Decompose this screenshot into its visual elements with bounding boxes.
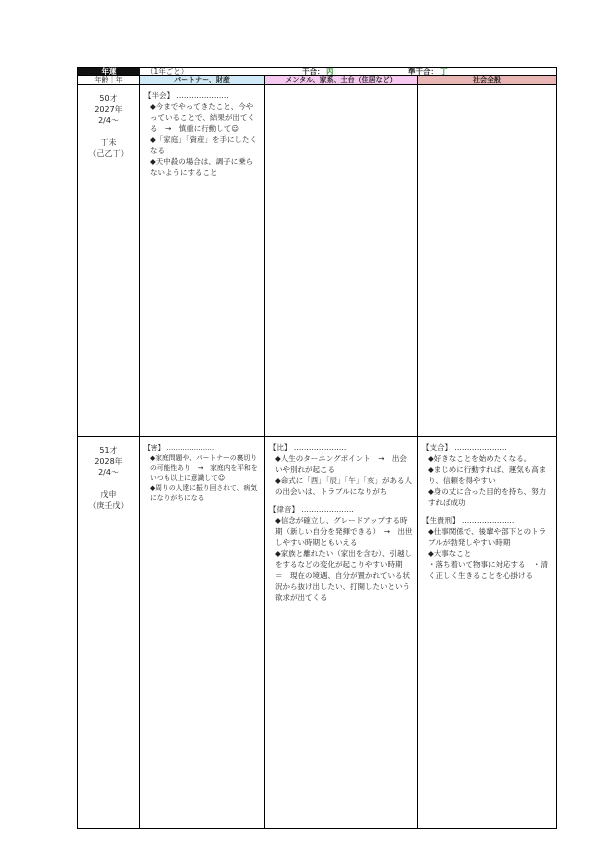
section-item: ◆信念が確立し、グレードアップする時期（新しい自分を発揮できる） → 出世しやすい時期ともいえる — [275, 516, 413, 547]
section-item: ◆身の丈に合った目的を持ち、努力すれば成功 — [428, 487, 547, 507]
kanshi: 丁未 — [100, 138, 117, 147]
section — [269, 443, 413, 497]
year: 2027年 — [94, 105, 123, 114]
jun-kango-key: 準干合： — [408, 67, 438, 76]
column-header-partner: パートナー、財産 — [140, 76, 265, 84]
society-cell — [418, 85, 556, 436]
section-item: ◆命式に「酉」「辰」「午」「亥」がある人の出会いは、トラブルになりがち — [275, 476, 413, 496]
age: 50才 — [99, 94, 118, 103]
section-title: 【比】 ………………… — [269, 443, 347, 452]
partner-cell — [140, 85, 265, 436]
section — [144, 91, 260, 178]
section — [269, 505, 413, 603]
age-cell — [78, 85, 140, 436]
section-item: ◆好きなことを始めたくなる。 — [428, 454, 532, 463]
section-item: ◆家族と離れたい（家出を含む）、引越しをするなどの変化が起こりやすい時期 ＝ 現在の境遇、自分が置かれている状況から抜け出したい、打開したいという欲求が出てくる — [275, 549, 413, 602]
header-note: （1年ごと） — [146, 67, 189, 76]
column-header-mental: メンタル、家系、土台（住居など） — [265, 76, 418, 84]
column-header-society: 社会全般 — [418, 76, 556, 84]
society-cell — [418, 437, 556, 828]
section-item: ◆家庭問題や、パートナーの裏切りの可能性あり → 家庭内を平和をいつも以上に意識して☺ — [150, 454, 258, 482]
kanshi: 戊申 — [100, 490, 117, 499]
table-row — [77, 437, 557, 829]
date: 2/4～ — [98, 116, 119, 125]
jun-kango-value: 丁 — [440, 67, 448, 76]
section-item: ◆今までやってきたこと、今やっていることで、結果が出てくる → 慎重に行動して☺ — [150, 102, 255, 133]
section — [422, 443, 552, 508]
age: 51才 — [99, 446, 118, 455]
section-title: 【生貴刑】 ………………… — [422, 516, 515, 525]
section — [422, 516, 552, 581]
section-title: 【害】 ………………… — [144, 444, 215, 452]
section-title: 【支合】 ………………… — [422, 443, 507, 452]
section-item: ◆仕事関係で、後輩や部下とのトラブルが勃発しやすい時期 — [428, 527, 547, 547]
date: 2/4～ — [98, 468, 119, 477]
table-row — [77, 85, 557, 437]
mental-cell — [265, 437, 418, 828]
zokan: （己乙丁） — [88, 149, 129, 158]
mental-cell — [265, 85, 418, 436]
section-item: ◆周りの人達に振り回されて、病気になりがちになる — [150, 484, 258, 502]
section-item: ◆大事なこと — [428, 549, 472, 558]
kango-value: 丙 — [326, 67, 334, 76]
section-item: ◆まじめに行動すれば、運気も高まり、信頼を得やすい — [428, 465, 547, 485]
section-title: 【律音】 ………………… — [269, 505, 354, 514]
section-item: ・落ち着いて物事に対応する ・清く正しく生きることを心掛ける — [428, 560, 548, 580]
year: 2028年 — [94, 457, 123, 466]
fortune-table — [77, 67, 557, 829]
kango-key: 干合： — [302, 67, 325, 76]
zokan: （庚壬戊） — [88, 501, 129, 510]
section-title: 【半会】 ………………… — [144, 91, 229, 100]
header-row — [77, 67, 557, 76]
section-item: ◆「家庭」「資産」を手にしたくなる — [150, 135, 258, 155]
section-item: ◆人生のターニングポイント → 出会いや別れが起こる — [275, 454, 407, 474]
section-item: ◆天中殺の場合は、調子に乗らないようにすること — [150, 157, 254, 177]
column-headers — [77, 76, 557, 85]
partner-cell — [140, 437, 265, 828]
age-cell — [78, 437, 140, 828]
header-label: 年運 — [78, 68, 140, 75]
column-header-age: 年齢｜年 — [78, 76, 140, 84]
section — [144, 443, 260, 503]
